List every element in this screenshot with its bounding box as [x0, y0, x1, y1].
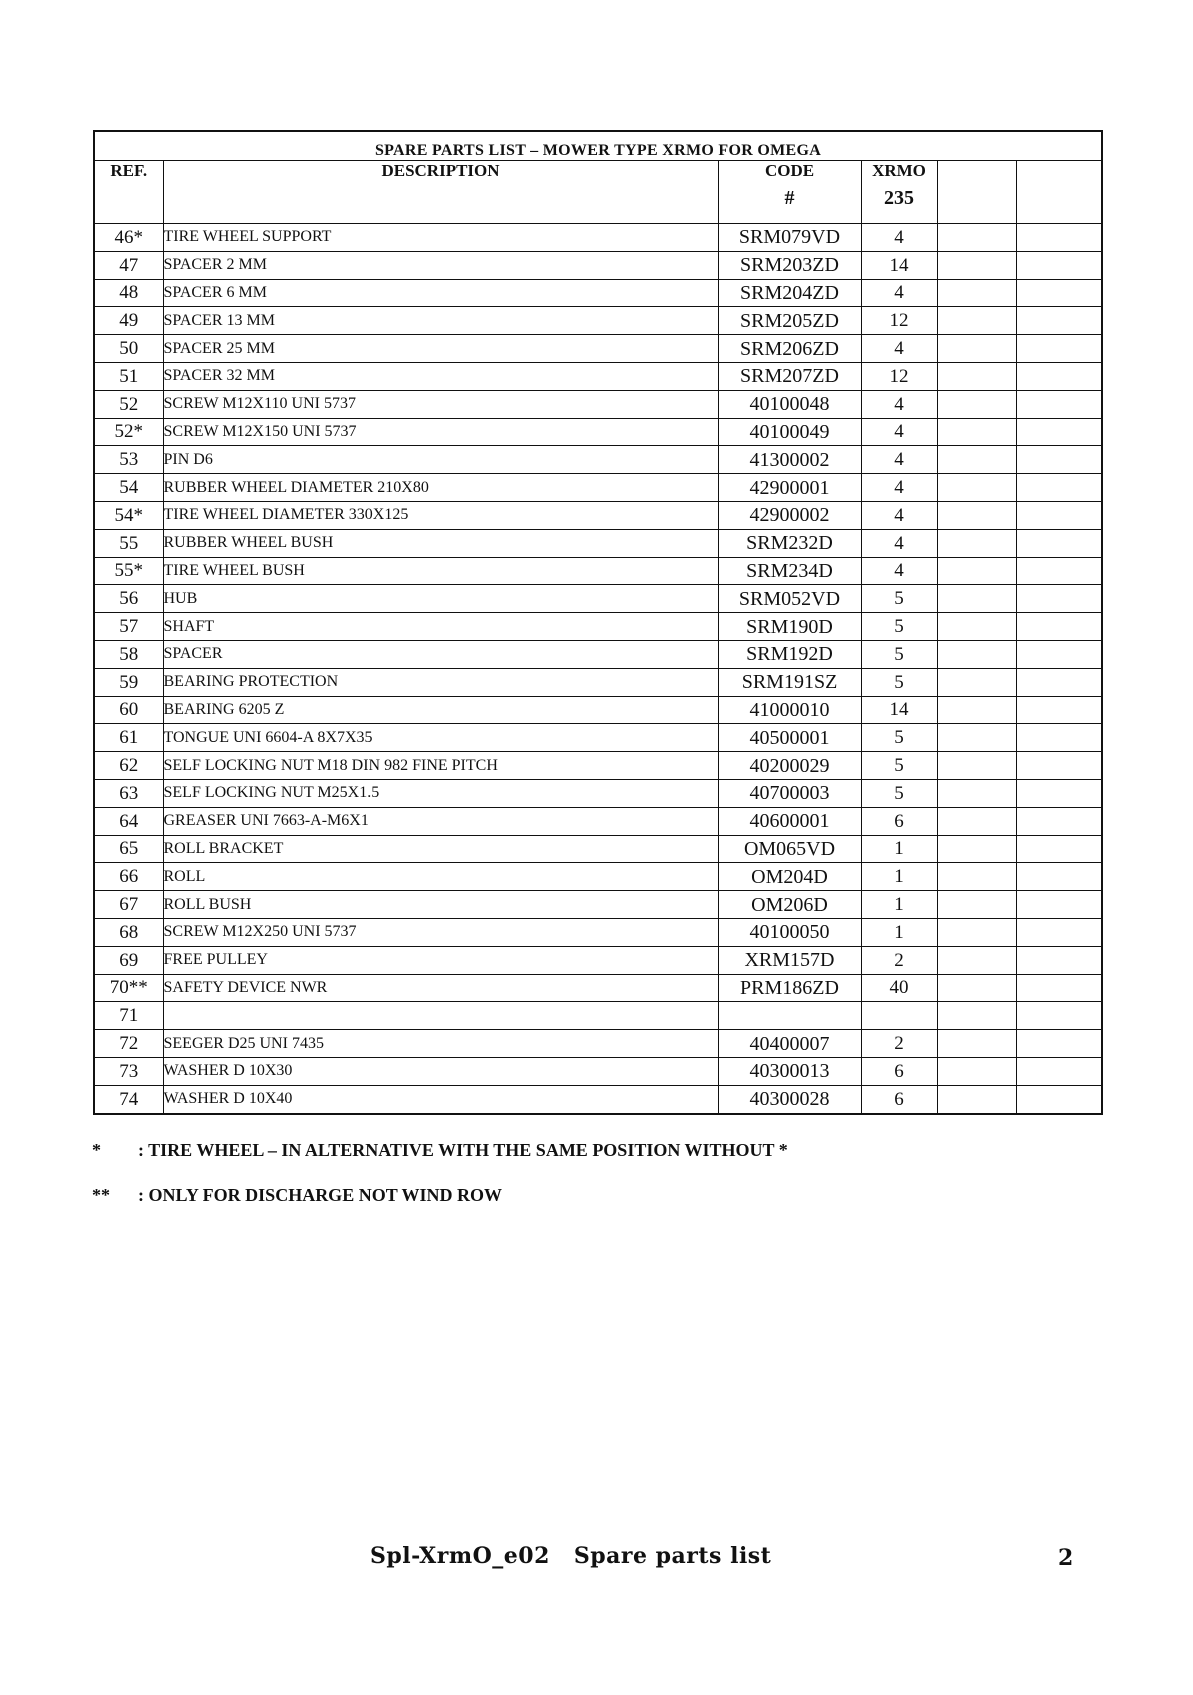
table-row — [94, 696, 1102, 724]
table-row — [94, 668, 1102, 696]
ref-cell: 59 — [94, 668, 163, 696]
blank-cell — [1016, 362, 1102, 390]
blank-cell — [937, 251, 1016, 279]
code-cell: XRM157D — [718, 946, 861, 974]
blank-cell — [1016, 1002, 1102, 1030]
desc-cell: RUBBER WHEEL DIAMETER 210X80 — [163, 474, 718, 502]
qty-cell: 5 — [861, 668, 937, 696]
header-description: DESCRIPTION — [163, 161, 718, 224]
blank-cell — [1016, 696, 1102, 724]
header-code-sub: # — [784, 187, 795, 209]
code-cell: OM065VD — [718, 835, 861, 863]
code-cell: PRM186ZD — [718, 974, 861, 1002]
code-cell: SRM232D — [718, 529, 861, 557]
table-row — [94, 279, 1102, 307]
blank-cell — [937, 279, 1016, 307]
blank-cell — [937, 807, 1016, 835]
qty-cell: 4 — [861, 418, 937, 446]
desc-cell: SCREW M12X110 UNI 5737 — [163, 390, 718, 418]
table-row — [94, 974, 1102, 1002]
ref-cell: 73 — [94, 1057, 163, 1085]
footnote-double-star — [92, 1185, 502, 1206]
desc-cell: TONGUE UNI 6604-A 8X7X35 — [163, 724, 718, 752]
qty-cell: 5 — [861, 752, 937, 780]
ref-cell: 51 — [94, 362, 163, 390]
table-row — [94, 835, 1102, 863]
table-row — [94, 307, 1102, 335]
desc-cell: SCREW M12X150 UNI 5737 — [163, 418, 718, 446]
qty-cell: 14 — [861, 696, 937, 724]
desc-cell: PIN D6 — [163, 446, 718, 474]
header-qty-label: XRMO — [872, 161, 926, 180]
code-cell: SRM234D — [718, 557, 861, 585]
ref-cell: 48 — [94, 279, 163, 307]
blank-cell — [937, 446, 1016, 474]
blank-cell — [1016, 529, 1102, 557]
qty-cell: 5 — [861, 640, 937, 668]
blank-cell — [937, 946, 1016, 974]
desc-cell: SELF LOCKING NUT M25X1.5 — [163, 779, 718, 807]
desc-cell: SAFETY DEVICE NWR — [163, 974, 718, 1002]
blank-cell — [1016, 946, 1102, 974]
qty-cell: 4 — [861, 446, 937, 474]
blank-cell — [1016, 418, 1102, 446]
ref-cell: 50 — [94, 335, 163, 363]
blank-cell — [1016, 1057, 1102, 1085]
header-code — [718, 161, 861, 224]
desc-cell: SCREW M12X250 UNI 5737 — [163, 918, 718, 946]
blank-cell — [1016, 1085, 1102, 1113]
code-cell: 41000010 — [718, 696, 861, 724]
desc-cell: FREE PULLEY — [163, 946, 718, 974]
blank-cell — [937, 418, 1016, 446]
blank-cell — [937, 335, 1016, 363]
table-row — [94, 891, 1102, 919]
code-cell: 42900002 — [718, 501, 861, 529]
desc-cell: BEARING 6205 Z — [163, 696, 718, 724]
blank-cell — [937, 224, 1016, 252]
table-row — [94, 251, 1102, 279]
desc-cell: SPACER 6 MM — [163, 279, 718, 307]
desc-cell: HUB — [163, 585, 718, 613]
desc-cell: ROLL — [163, 863, 718, 891]
page-number: 2 — [1058, 1545, 1074, 1571]
footnote-text: : TIRE WHEEL – IN ALTERNATIVE WITH THE SAME POSITION WITHOUT * — [138, 1140, 788, 1160]
header-ref: REF. — [94, 161, 163, 224]
qty-cell: 6 — [861, 1057, 937, 1085]
desc-cell: TIRE WHEEL SUPPORT — [163, 224, 718, 252]
blank-cell — [1016, 251, 1102, 279]
blank-cell — [1016, 279, 1102, 307]
qty-cell: 4 — [861, 224, 937, 252]
qty-cell: 12 — [861, 307, 937, 335]
ref-cell: 66 — [94, 863, 163, 891]
header-blank-1 — [937, 161, 1016, 224]
ref-cell: 54 — [94, 474, 163, 502]
ref-cell: 63 — [94, 779, 163, 807]
spare-parts-table — [93, 130, 1103, 1115]
ref-cell: 71 — [94, 1002, 163, 1030]
table-row — [94, 946, 1102, 974]
code-cell: 41300002 — [718, 446, 861, 474]
table-row — [94, 529, 1102, 557]
table-row — [94, 1002, 1102, 1030]
blank-cell — [937, 1030, 1016, 1058]
desc-cell: TIRE WHEEL DIAMETER 330X125 — [163, 501, 718, 529]
blank-cell — [937, 529, 1016, 557]
code-cell: 42900001 — [718, 474, 861, 502]
ref-cell: 55 — [94, 529, 163, 557]
header-qty — [861, 161, 937, 224]
desc-cell: TIRE WHEEL BUSH — [163, 557, 718, 585]
table-title: SPARE PARTS LIST – MOWER TYPE XRMO FOR OMEGA — [94, 131, 1102, 161]
code-cell: OM204D — [718, 863, 861, 891]
qty-cell: 2 — [861, 1030, 937, 1058]
ref-cell: 53 — [94, 446, 163, 474]
blank-cell — [937, 668, 1016, 696]
blank-cell — [937, 390, 1016, 418]
blank-cell — [937, 307, 1016, 335]
code-cell: SRM052VD — [718, 585, 861, 613]
blank-cell — [937, 918, 1016, 946]
ref-cell: 65 — [94, 835, 163, 863]
qty-cell: 1 — [861, 891, 937, 919]
code-cell: OM206D — [718, 891, 861, 919]
table-row — [94, 640, 1102, 668]
blank-cell — [937, 696, 1016, 724]
blank-cell — [937, 724, 1016, 752]
qty-cell: 1 — [861, 835, 937, 863]
ref-cell: 74 — [94, 1085, 163, 1113]
blank-cell — [1016, 779, 1102, 807]
header-code-label: CODE — [764, 161, 815, 180]
ref-cell: 62 — [94, 752, 163, 780]
table-row — [94, 613, 1102, 641]
table-row — [94, 807, 1102, 835]
qty-cell: 4 — [861, 529, 937, 557]
ref-cell: 46* — [94, 224, 163, 252]
ref-cell: 58 — [94, 640, 163, 668]
qty-cell: 1 — [861, 863, 937, 891]
blank-cell — [1016, 863, 1102, 891]
table-row — [94, 1030, 1102, 1058]
table-row — [94, 390, 1102, 418]
qty-cell: 1 — [861, 918, 937, 946]
blank-cell — [1016, 224, 1102, 252]
blank-cell — [937, 1002, 1016, 1030]
ref-cell: 72 — [94, 1030, 163, 1058]
desc-cell: RUBBER WHEEL BUSH — [163, 529, 718, 557]
table-row — [94, 474, 1102, 502]
ref-cell: 69 — [94, 946, 163, 974]
blank-cell — [937, 1057, 1016, 1085]
qty-cell: 5 — [861, 779, 937, 807]
code-cell: 40700003 — [718, 779, 861, 807]
ref-cell: 54* — [94, 501, 163, 529]
blank-cell — [937, 362, 1016, 390]
table-row — [94, 752, 1102, 780]
blank-cell — [1016, 307, 1102, 335]
desc-cell: ROLL BUSH — [163, 891, 718, 919]
ref-cell: 70** — [94, 974, 163, 1002]
desc-cell: ROLL BRACKET — [163, 835, 718, 863]
blank-cell — [937, 501, 1016, 529]
desc-cell: SPACER 2 MM — [163, 251, 718, 279]
code-cell: 40200029 — [718, 752, 861, 780]
blank-cell — [1016, 446, 1102, 474]
table-row — [94, 501, 1102, 529]
blank-cell — [937, 835, 1016, 863]
desc-cell: SHAFT — [163, 613, 718, 641]
table-row — [94, 585, 1102, 613]
code-cell: 40300028 — [718, 1085, 861, 1113]
table-row — [94, 724, 1102, 752]
blank-cell — [937, 752, 1016, 780]
desc-cell: SELF LOCKING NUT M18 DIN 982 FINE PITCH — [163, 752, 718, 780]
blank-cell — [1016, 585, 1102, 613]
table-title-row — [94, 131, 1102, 161]
header-qty-sub: 235 — [884, 187, 914, 209]
table-row — [94, 779, 1102, 807]
blank-cell — [937, 557, 1016, 585]
table-row — [94, 557, 1102, 585]
blank-cell — [937, 863, 1016, 891]
blank-cell — [937, 474, 1016, 502]
blank-cell — [1016, 918, 1102, 946]
code-cell: 40600001 — [718, 807, 861, 835]
code-cell: SRM191SZ — [718, 668, 861, 696]
blank-cell — [937, 891, 1016, 919]
qty-cell: 12 — [861, 362, 937, 390]
code-cell: SRM203ZD — [718, 251, 861, 279]
table-row — [94, 1085, 1102, 1113]
ref-cell: 61 — [94, 724, 163, 752]
blank-cell — [1016, 974, 1102, 1002]
code-cell: 40400007 — [718, 1030, 861, 1058]
qty-cell: 4 — [861, 501, 937, 529]
code-cell: 40100048 — [718, 390, 861, 418]
footer-doc-code: Spl-XrmO_e02 — [370, 1543, 550, 1569]
blank-cell — [937, 1085, 1016, 1113]
desc-cell: SPACER 25 MM — [163, 335, 718, 363]
blank-cell — [937, 613, 1016, 641]
qty-cell: 40 — [861, 974, 937, 1002]
table-row — [94, 362, 1102, 390]
code-cell: SRM190D — [718, 613, 861, 641]
qty-cell: 6 — [861, 807, 937, 835]
code-cell: SRM192D — [718, 640, 861, 668]
ref-cell: 60 — [94, 696, 163, 724]
blank-cell — [1016, 474, 1102, 502]
blank-cell — [937, 974, 1016, 1002]
blank-cell — [1016, 668, 1102, 696]
table-row — [94, 224, 1102, 252]
table-row — [94, 1057, 1102, 1085]
qty-cell: 4 — [861, 335, 937, 363]
ref-cell: 47 — [94, 251, 163, 279]
table-row — [94, 918, 1102, 946]
code-cell: 40500001 — [718, 724, 861, 752]
ref-cell: 49 — [94, 307, 163, 335]
footnote-text: : ONLY FOR DISCHARGE NOT WIND ROW — [138, 1185, 503, 1205]
ref-cell: 64 — [94, 807, 163, 835]
blank-cell — [1016, 1030, 1102, 1058]
ref-cell: 52 — [94, 390, 163, 418]
blank-cell — [937, 640, 1016, 668]
desc-cell: SPACER 32 MM — [163, 362, 718, 390]
table-body — [94, 224, 1102, 1114]
code-cell: 40300013 — [718, 1057, 861, 1085]
blank-cell — [937, 779, 1016, 807]
blank-cell — [1016, 891, 1102, 919]
qty-cell: 5 — [861, 585, 937, 613]
code-cell: SRM079VD — [718, 224, 861, 252]
header-blank-2 — [1016, 161, 1102, 224]
footer-title — [370, 1543, 771, 1569]
ref-cell: 57 — [94, 613, 163, 641]
qty-cell: 4 — [861, 279, 937, 307]
table-header-row — [94, 161, 1102, 224]
qty-cell: 4 — [861, 557, 937, 585]
qty-cell: 5 — [861, 613, 937, 641]
table-row — [94, 335, 1102, 363]
code-cell: SRM204ZD — [718, 279, 861, 307]
blank-cell — [1016, 557, 1102, 585]
footer-doc-title: Spare parts list — [573, 1543, 772, 1569]
footnote-mark: * — [92, 1140, 101, 1160]
ref-cell: 52* — [94, 418, 163, 446]
ref-cell: 55* — [94, 557, 163, 585]
desc-cell: BEARING PROTECTION — [163, 668, 718, 696]
blank-cell — [1016, 613, 1102, 641]
qty-cell — [861, 1002, 937, 1030]
ref-cell: 56 — [94, 585, 163, 613]
blank-cell — [1016, 640, 1102, 668]
table-row — [94, 863, 1102, 891]
desc-cell: GREASER UNI 7663-A-M6X1 — [163, 807, 718, 835]
blank-cell — [1016, 335, 1102, 363]
desc-cell — [163, 1002, 718, 1030]
qty-cell: 2 — [861, 946, 937, 974]
code-cell: SRM206ZD — [718, 335, 861, 363]
blank-cell — [1016, 807, 1102, 835]
desc-cell: SEEGER D25 UNI 7435 — [163, 1030, 718, 1058]
desc-cell: SPACER — [163, 640, 718, 668]
desc-cell: WASHER D 10X40 — [163, 1085, 718, 1113]
desc-cell: WASHER D 10X30 — [163, 1057, 718, 1085]
table-row — [94, 446, 1102, 474]
qty-cell: 5 — [861, 724, 937, 752]
blank-cell — [1016, 724, 1102, 752]
code-cell: SRM205ZD — [718, 307, 861, 335]
blank-cell — [937, 585, 1016, 613]
qty-cell: 14 — [861, 251, 937, 279]
qty-cell: 6 — [861, 1085, 937, 1113]
desc-cell: SPACER 13 MM — [163, 307, 718, 335]
table-row — [94, 418, 1102, 446]
code-cell: 40100050 — [718, 918, 861, 946]
blank-cell — [1016, 835, 1102, 863]
blank-cell — [1016, 501, 1102, 529]
footnote-single-star — [92, 1140, 788, 1161]
code-cell — [718, 1002, 861, 1030]
code-cell: 40100049 — [718, 418, 861, 446]
ref-cell: 68 — [94, 918, 163, 946]
blank-cell — [1016, 752, 1102, 780]
footnote-mark: ** — [92, 1185, 110, 1205]
qty-cell: 4 — [861, 474, 937, 502]
ref-cell: 67 — [94, 891, 163, 919]
code-cell: SRM207ZD — [718, 362, 861, 390]
qty-cell: 4 — [861, 390, 937, 418]
blank-cell — [1016, 390, 1102, 418]
